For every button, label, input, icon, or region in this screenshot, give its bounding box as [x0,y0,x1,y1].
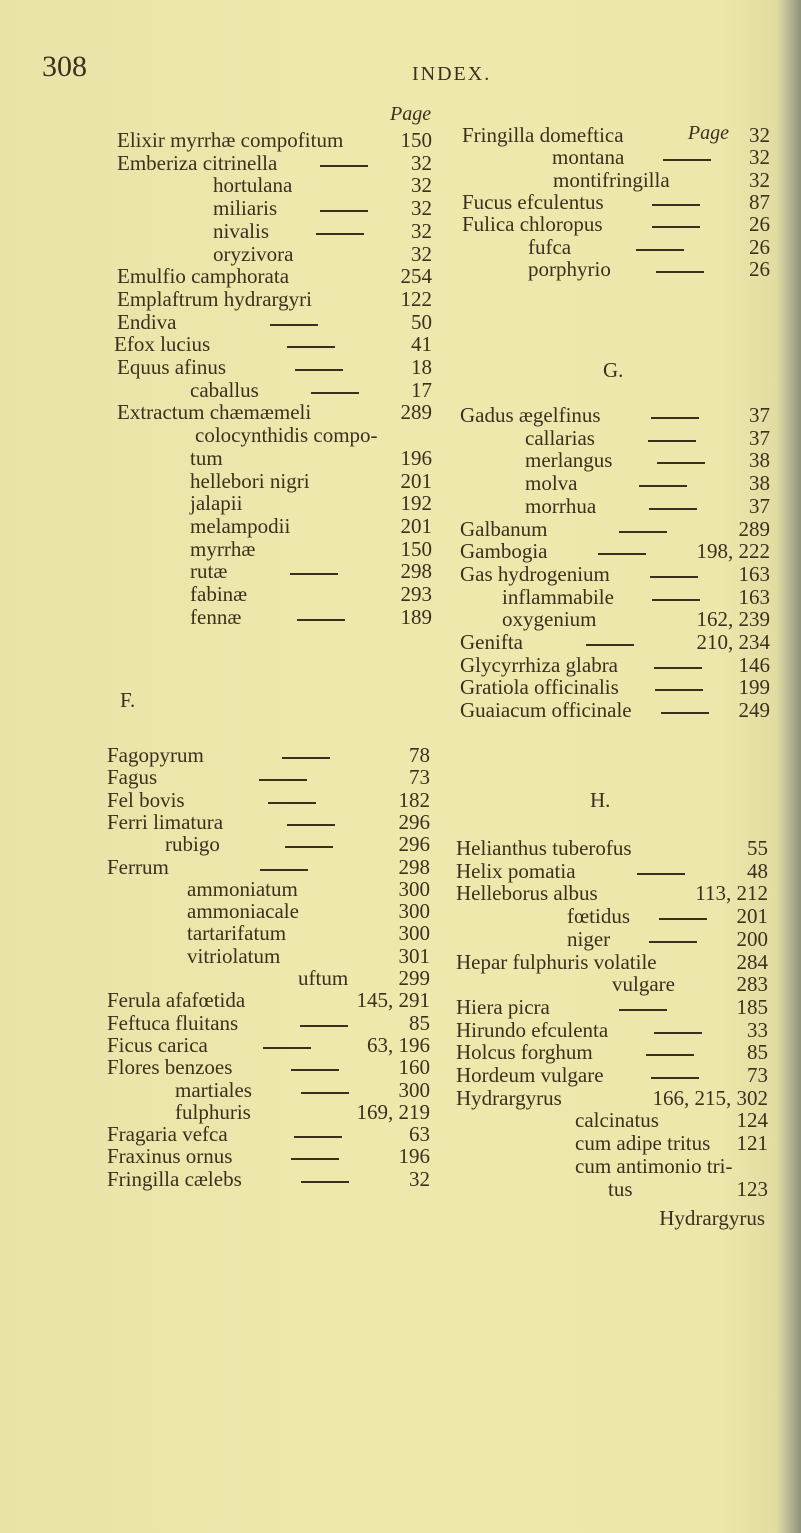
entry-name: vulgare [612,972,675,996]
entry-name: Holcus forghum [456,1040,593,1064]
entry-name: porphyrio [528,257,611,281]
entry-name: Fucus efculentus [462,190,604,214]
entry-name: Flores benzoes [107,1055,233,1079]
entry-name: Hiera picra [456,995,550,1019]
entry-pages: 78 [409,743,430,767]
entry-name: Helianthus tuberofus [456,836,632,860]
entry-pages: 32 [749,168,770,192]
leader-dash [652,226,700,228]
leader-dash [311,392,359,394]
entry-pages: 32 [411,219,432,243]
entry-name: niger [567,927,611,951]
entry-name: Fragaria vefca [107,1122,228,1146]
entry-name: oryzivora [213,242,294,266]
entry-pages: 87 [749,190,770,214]
entry-pages: 210, 234 [696,630,770,654]
leader-dash [259,779,307,781]
entry-pages: 17 [411,378,432,402]
entry-name: hellebori nigri [190,469,310,493]
entry-pages: 32 [749,145,770,169]
entry-pages: 192 [400,491,432,515]
entry-name: merlangus [525,448,613,472]
leader-dash [659,918,707,920]
entry-pages: 198, 222 [696,539,770,563]
leader-dash [295,369,343,371]
entry-name: ammoniatum [187,877,298,901]
leader-dash [661,712,709,714]
entry-pages: 63, 196 [367,1033,430,1057]
entry-pages: 185 [736,995,768,1019]
entry-name: miliaris [213,196,278,220]
entry-name: Elixir myrrhæ compofitum [117,128,344,152]
entry-pages: 73 [409,765,430,789]
entry-pages: 150 [400,537,432,561]
leader-dash [637,873,685,875]
entry-name: cum adipe tritus [575,1131,711,1155]
entry-pages: 182 [398,788,430,812]
entry-name: Guaiacum officinale [460,698,632,722]
entry-pages: 32 [749,123,770,147]
entry-name: Hydrargyrus [456,1086,562,1110]
entry-pages: 33 [747,1018,768,1042]
leader-dash [654,667,702,669]
entry-pages: 196 [398,1144,430,1168]
entry-name: fennæ [190,605,242,629]
entry-name: Ferula afafœtida [107,988,246,1012]
entry-name: ammoniacale [187,899,299,923]
entry-pages: 123 [736,1177,768,1201]
entry-pages: 41 [411,332,432,356]
entry-name: uftum [298,966,349,990]
entry-name: Emplaftrum hydrargyri [117,287,312,311]
entry-name: Fagopyrum [107,743,204,767]
entry-name: martiales [175,1078,252,1102]
entry-pages: 85 [747,1040,768,1064]
entry-pages: 160 [398,1055,430,1079]
entry-pages: 199 [738,675,770,699]
entry-name: montifringilla [553,168,670,192]
leader-dash [297,619,345,621]
leader-dash [285,846,333,848]
entry-name: Efox lucius [114,332,211,356]
entry-name: Feftuca fluitans [107,1011,239,1035]
entry-pages: 254 [400,264,432,288]
entry-pages: 55 [747,836,768,860]
entry-name: Emberiza citrinella [117,151,278,175]
entry-name: hortulana [213,173,293,197]
entry-pages: 37 [749,403,770,427]
entry-name: Galbanum [460,517,548,541]
entry-name: Glycyrrhiza glabra [460,653,619,677]
leader-dash [282,757,330,759]
leader-dash [663,159,711,161]
entry-pages: 189 [400,605,432,629]
entry-name: fulphuris [175,1100,251,1124]
entry-pages: 299 [398,966,430,990]
entry-pages: 37 [749,426,770,450]
leader-dash [619,531,667,533]
leader-dash [287,824,335,826]
leader-dash [639,485,687,487]
leader-dash [320,210,368,212]
leader-dash [598,553,646,555]
entry-name: Extractum chæmæmeli [117,400,312,424]
leader-dash [270,324,318,326]
leader-dash [648,440,696,442]
entry-pages: 26 [749,212,770,236]
entry-name: Genifta [460,630,523,654]
entry-pages: 201 [400,514,432,538]
entry-name: Gas hydrogenium [460,562,610,586]
entry-pages: 163 [738,562,770,586]
entry-pages: 146 [738,653,770,677]
entry-pages: 32 [411,173,432,197]
leader-dash [316,233,364,235]
entry-pages: 201 [400,469,432,493]
leader-dash [655,689,703,691]
entry-name: Fagus [107,765,158,789]
entry-name: colocynthidis compo- [195,423,378,447]
section-heading-h: H. [590,788,611,812]
entry-pages: 200 [736,927,768,951]
entry-pages: 301 [398,944,430,968]
entry-name: cum antimonio tri- [575,1154,733,1178]
leader-dash [287,346,335,348]
leader-dash [268,802,316,804]
entry-pages: 38 [749,471,770,495]
entry-pages: 293 [400,582,432,606]
leader-dash [290,573,338,575]
entry-pages: 121 [736,1131,768,1155]
running-title: INDEX. [412,63,492,85]
entry-pages: 289 [400,400,432,424]
entry-name: calcinatus [575,1108,659,1132]
entry-pages: 196 [400,446,432,470]
entry-pages: 113, 212 [695,881,768,905]
leader-dash [300,1025,348,1027]
entry-name: rutæ [190,559,228,583]
entry-pages: 201 [736,904,768,928]
entry-name: Endiva [117,310,177,334]
entry-name: Equus afinus [117,355,227,379]
leader-dash [651,417,699,419]
leader-dash [320,165,368,167]
entry-pages: 26 [749,235,770,259]
entry-name: Fringilla cælebs [107,1167,242,1191]
entry-pages: 18 [411,355,432,379]
leader-dash [651,1077,699,1079]
entry-name: nivalis [213,219,269,243]
leader-dash [291,1069,339,1071]
entry-name: Hirundo efculenta [456,1018,609,1042]
entry-name: jalapii [190,491,243,515]
entry-pages: 32 [411,242,432,266]
entry-name: callarias [525,426,595,450]
entry-name: melampodii [190,514,291,538]
entry-name: vitriolatum [187,944,281,968]
entry-pages: 283 [736,972,768,996]
entry-name: tus [608,1177,633,1201]
leader-dash [657,462,705,464]
entry-name: inflammabile [502,585,614,609]
entry-name: Fel bovis [107,788,185,812]
entry-name: Gratiola officinalis [460,675,619,699]
leader-dash [260,869,308,871]
entry-name: montana [552,145,625,169]
entry-name: Gambogia [460,539,548,563]
entry-pages: 85 [409,1011,430,1035]
entry-name: Gadus ægelfinus [460,403,601,427]
entry-name: molva [525,471,578,495]
entry-name: Emulfio camphorata [117,264,290,288]
entry-pages: 48 [747,859,768,883]
entry-name: tum [190,446,223,470]
entry-name: Ferri limatura [107,810,224,834]
page-number: 308 [42,50,87,83]
entry-pages: 150 [400,128,432,152]
entry-pages: 163 [738,585,770,609]
entry-name: oxygenium [502,607,597,631]
entry-pages: 37 [749,494,770,518]
entry-name: Helix pomatia [456,859,576,883]
catchword: Hydrargyrus [659,1206,765,1230]
section-heading-g: G. [603,358,624,382]
entry-pages: 300 [398,899,430,923]
entry-pages: 63 [409,1122,430,1146]
leader-dash [656,271,704,273]
entry-pages: 50 [411,310,432,334]
entry-pages: 300 [398,921,430,945]
entry-pages: 32 [411,151,432,175]
leader-dash [636,249,684,251]
entry-pages: 32 [411,196,432,220]
leader-dash [619,1009,667,1011]
leader-dash [649,508,697,510]
entry-pages: 300 [398,1078,430,1102]
entry-name: Ficus carica [107,1033,208,1057]
entry-name: Hordeum vulgare [456,1063,604,1087]
entry-pages: 300 [398,877,430,901]
page-column-label: Page [390,103,432,125]
entry-pages: 169, 219 [356,1100,430,1124]
entry-name: tartarifatum [187,921,287,945]
leader-dash [301,1092,349,1094]
entry-name: caballus [190,378,259,402]
entry-name: fufca [528,235,572,259]
entry-pages: 166, 215, 302 [652,1086,768,1110]
entry-pages: 145, 291 [356,988,430,1012]
leader-dash [654,1032,702,1034]
entry-name: Hepar fulphuris volatile [456,950,657,974]
entry-name: Fringilla domeftica [462,123,624,147]
leader-dash [263,1047,311,1049]
entry-pages: 162, 239 [696,607,770,631]
leader-dash [294,1136,342,1138]
entry-name: morrhua [525,494,597,518]
entry-pages: 124 [736,1108,768,1132]
entry-pages: 26 [749,257,770,281]
entry-name: rubigo [165,832,220,856]
entry-pages: 298 [398,855,430,879]
entry-name: fabinæ [190,582,248,606]
entry-name: Fulica chloropus [462,212,603,236]
entry-name: Fraxinus ornus [107,1144,233,1168]
entry-pages: 249 [738,698,770,722]
entry-pages: 32 [409,1167,430,1191]
section-heading-f: F. [120,688,136,712]
entry-pages: 298 [400,559,432,583]
entry-pages: 284 [736,950,768,974]
entry-pages: 296 [398,810,430,834]
leader-dash [652,599,700,601]
leader-dash [586,644,634,646]
entry-name: Helleborus albus [456,881,598,905]
entry-pages: 38 [749,448,770,472]
entry-pages: 296 [398,832,430,856]
leader-dash [652,204,700,206]
entry-name: myrrhæ [190,537,256,561]
leader-dash [650,576,698,578]
entry-name: fœtidus [567,904,630,928]
leader-dash [646,1054,694,1056]
entry-name: Ferrum [107,855,169,879]
entry-pages: 122 [400,287,432,311]
leader-dash [301,1181,349,1183]
leader-dash [649,941,697,943]
page-column-label: Page [687,122,729,144]
entry-pages: 73 [747,1063,768,1087]
entry-pages: 289 [738,517,770,541]
leader-dash [291,1158,339,1160]
